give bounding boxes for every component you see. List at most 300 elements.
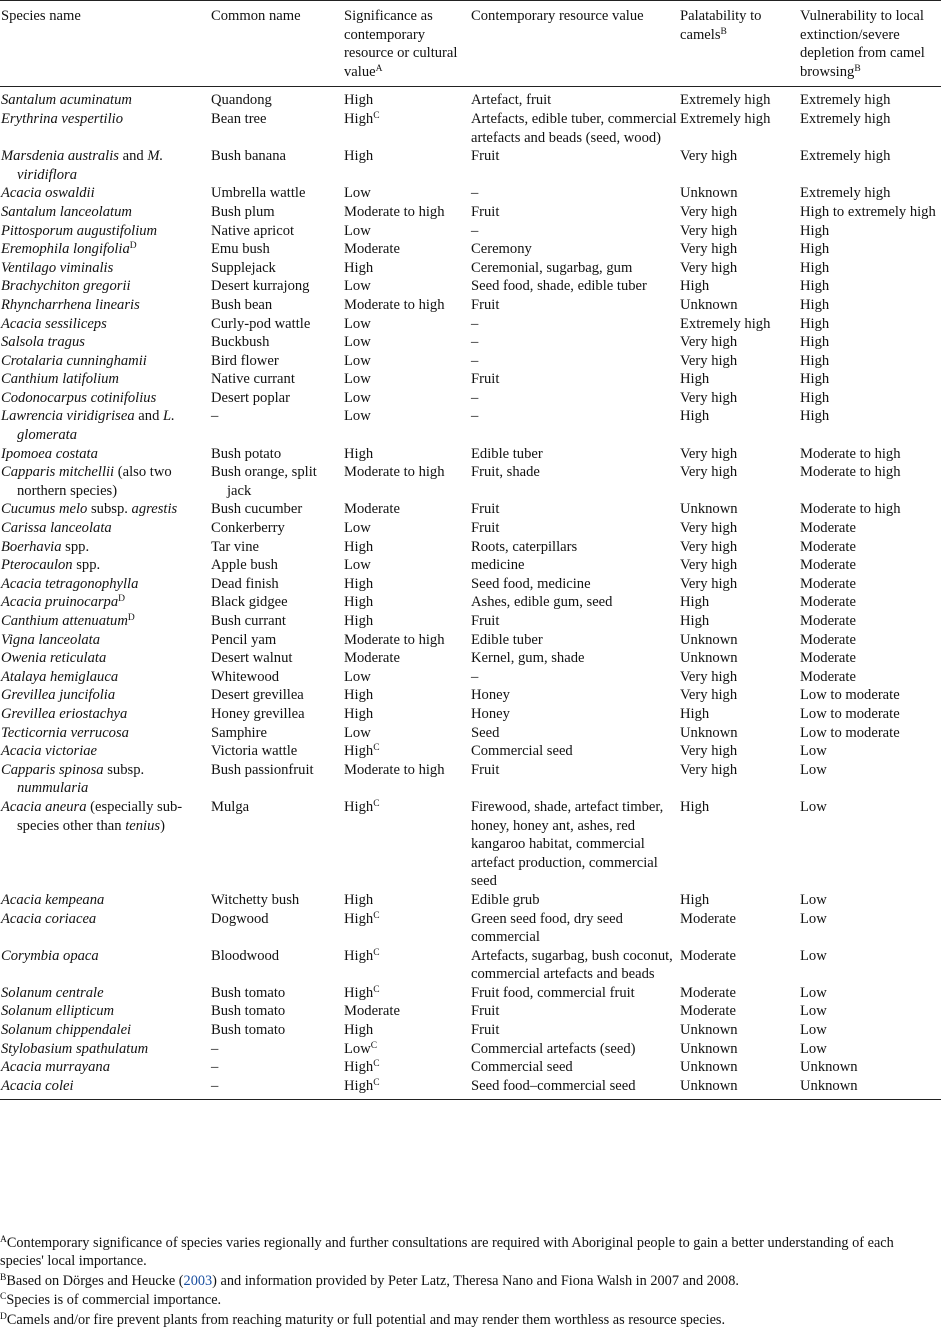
cell-vulnerability: Moderate xyxy=(800,575,856,592)
cell-significance: Low xyxy=(344,334,371,351)
cell-resource-value: Honey xyxy=(471,705,510,722)
cell-palatability: Moderate xyxy=(680,1003,736,1020)
cell-palatability: Unknown xyxy=(680,1059,738,1076)
cell-vulnerability: Low xyxy=(800,1040,827,1057)
cell-palatability: Very high xyxy=(680,687,738,704)
table-row xyxy=(0,240,941,259)
cell-resource-value: – xyxy=(471,315,479,332)
cell-common-name: Native currant xyxy=(211,371,295,388)
table-body xyxy=(0,86,941,1095)
cell-species: Acacia oswaldii xyxy=(1,185,95,202)
cell-vulnerability: Unknown xyxy=(800,1077,858,1094)
cell-palatability: Unknown xyxy=(680,631,738,648)
cell-palatability: Unknown xyxy=(680,185,738,202)
cell-palatability: Very high xyxy=(680,241,738,258)
table-row xyxy=(0,631,941,650)
cell-common-name: Bush tomato xyxy=(211,1022,286,1039)
cell-resource-value: Ceremonial, sugarbag, gum xyxy=(471,259,633,276)
cell-palatability: Unknown xyxy=(680,501,738,518)
cell-significance: High xyxy=(344,705,374,722)
table-row xyxy=(0,686,941,705)
cell-vulnerability: High xyxy=(800,408,830,425)
cell-resource-value: Commercial artefacts (seed) xyxy=(471,1040,636,1057)
cell-significance: Low xyxy=(344,278,371,295)
cell-palatability: High xyxy=(680,594,710,611)
cell-significance: High xyxy=(344,575,374,592)
table-row xyxy=(0,110,941,147)
cell-resource-value: Fruit xyxy=(471,501,500,518)
cell-common-name: Desert walnut xyxy=(211,650,293,667)
cell-species: Acacia tetragonophylla xyxy=(1,575,139,592)
table-row xyxy=(0,277,941,296)
table-row xyxy=(0,463,941,500)
cell-species: Canthium attenuatum$^D$ xyxy=(1,613,135,629)
cell-significance: High xyxy=(344,594,374,611)
cell-species: Owenia reticulata xyxy=(1,650,107,667)
cell-species: Marsdenia australis and M. viridiflora xyxy=(1,148,164,183)
cell-resource-value: Fruit xyxy=(471,203,500,220)
cell-species: Crotalaria cunninghamii xyxy=(1,352,147,369)
cell-resource-value: – xyxy=(471,222,479,239)
cell-common-name: Witchetty bush xyxy=(211,891,300,908)
cell-resource-value: Seed food, shade, edible tuber xyxy=(471,278,647,295)
cell-significance: Low xyxy=(344,389,371,406)
table-row xyxy=(0,296,941,315)
cell-vulnerability: Low to moderate xyxy=(800,687,900,704)
cell-species: Santalum lanceolatum xyxy=(1,203,132,220)
cell-significance: High xyxy=(344,538,374,555)
cell-common-name: Emu bush xyxy=(211,241,270,258)
cell-species: Boerhavia spp. xyxy=(1,538,90,555)
cell-resource-value: Edible tuber xyxy=(471,631,543,648)
cell-palatability: Unknown xyxy=(680,1022,738,1039)
cell-species: Solanum ellipticum xyxy=(1,1003,115,1020)
cell-resource-value: Commercial seed xyxy=(471,743,573,760)
cell-species: Vigna lanceolata xyxy=(1,631,101,648)
cell-vulnerability: Extremely high xyxy=(800,185,891,202)
cell-common-name: Desert grevillea xyxy=(211,687,304,704)
cell-palatability: Very high xyxy=(680,668,738,685)
cell-significance: Low xyxy=(344,724,371,741)
cell-species: Carissa lanceolata xyxy=(1,520,112,537)
cell-resource-value: Green seed food, dry seed commercial xyxy=(471,910,623,946)
cell-resource-value: Fruit xyxy=(471,761,500,778)
cell-palatability: Unknown xyxy=(680,1040,738,1057)
cell-significance: High xyxy=(344,687,374,704)
cell-resource-value: Artefacts, sugarbag, bush coconut, commercial artefacts and beads xyxy=(471,947,673,983)
cell-resource-value: Seed food, medicine xyxy=(471,575,591,592)
header-resource-value: Contemporary resource value xyxy=(471,8,644,24)
cell-vulnerability: High xyxy=(800,296,830,313)
cell-species: Tecticornia verrucosa xyxy=(1,724,129,741)
cell-palatability: High xyxy=(680,371,710,388)
cell-common-name: Umbrella wattle xyxy=(211,185,306,202)
cell-species: Atalaya hemiglauca xyxy=(1,668,119,685)
cell-common-name: Pencil yam xyxy=(211,631,277,648)
cell-palatability: Very high xyxy=(680,334,738,351)
cell-palatability: Extremely high xyxy=(680,315,771,332)
cell-vulnerability: High xyxy=(800,334,830,351)
cell-resource-value: Fruit xyxy=(471,1022,500,1039)
cell-resource-value: medicine xyxy=(471,557,525,574)
cell-resource-value: Fruit food, commercial fruit xyxy=(471,984,635,1001)
table-row xyxy=(0,315,941,334)
cell-common-name: Whitewood xyxy=(211,668,280,685)
table-row xyxy=(0,445,941,464)
cell-common-name: Bird flower xyxy=(211,352,279,369)
table-row xyxy=(0,1040,941,1059)
cell-species: Ventilago viminalis xyxy=(1,259,114,276)
table-row xyxy=(0,575,941,594)
cell-vulnerability: High xyxy=(800,352,830,369)
cell-species: Stylobasium spathulatum xyxy=(1,1040,149,1057)
cell-vulnerability: Extremely high xyxy=(800,110,891,127)
cell-common-name: Bush potato xyxy=(211,445,282,462)
cell-resource-value: Fruit xyxy=(471,148,500,165)
table-row xyxy=(0,556,941,575)
cell-vulnerability: Low to moderate xyxy=(800,705,900,722)
cell-common-name: Supplejack xyxy=(211,259,276,276)
table-row xyxy=(0,352,941,371)
footnote-d: $^D$Camels and/or fire prevent plants from reaching maturity or full potential and may render them worthless as resource species. xyxy=(0,1312,726,1329)
cell-vulnerability: Moderate xyxy=(800,520,856,537)
cell-vulnerability: Moderate xyxy=(800,538,856,555)
cell-vulnerability: Moderate xyxy=(800,594,856,611)
table-row xyxy=(0,724,941,743)
cell-common-name: Tar vine xyxy=(211,538,260,555)
cell-vulnerability: High to extremely high xyxy=(800,203,936,220)
table-row xyxy=(0,1077,941,1096)
cell-species: Acacia aneura (especially sub-species other than tenius) xyxy=(1,798,183,834)
cell-species: Rhyncharrhena linearis xyxy=(1,296,140,313)
cell-significance: High$^C$ xyxy=(344,910,380,927)
cell-species: Canthium latifolium xyxy=(1,371,119,388)
cell-significance: High$^C$ xyxy=(344,1059,380,1076)
cell-species: Erythrina vespertilio xyxy=(1,110,124,127)
cell-species: Solanum chippendalei xyxy=(1,1022,132,1039)
table-row xyxy=(0,222,941,241)
cell-significance: Moderate to high xyxy=(344,296,445,313)
table-row xyxy=(0,1002,941,1021)
header-palatability: Palatability to camels$^B$ xyxy=(680,8,762,43)
cell-common-name: Curly-pod wattle xyxy=(211,315,311,332)
cell-common-name: – xyxy=(211,408,219,425)
cell-significance: High xyxy=(344,92,374,109)
cell-species: Grevillea eriostachya xyxy=(1,705,128,722)
cell-vulnerability: Moderate xyxy=(800,650,856,667)
cell-resource-value: Ceremony xyxy=(471,241,532,258)
cell-resource-value: Roots, caterpillars xyxy=(471,538,578,555)
cell-resource-value: Ashes, edible gum, seed xyxy=(471,594,613,611)
cell-significance: Moderate to high xyxy=(344,761,445,778)
cell-species: Brachychiton gregorii xyxy=(1,278,131,295)
table-row xyxy=(0,389,941,408)
cell-resource-value: Seed xyxy=(471,724,500,741)
cell-common-name: – xyxy=(211,1077,219,1094)
cell-palatability: Moderate xyxy=(680,984,736,1001)
cell-palatability: Very high xyxy=(680,761,738,778)
cell-common-name: Samphire xyxy=(211,724,267,741)
table-row xyxy=(0,184,941,203)
cell-significance: Low xyxy=(344,315,371,332)
cell-vulnerability: Moderate to high xyxy=(800,501,901,518)
header-significance: Significance as contemporary resource or cultural value$^A$ xyxy=(344,8,458,80)
cell-resource-value: – xyxy=(471,408,479,425)
cell-vulnerability: Low xyxy=(800,761,827,778)
cell-common-name: Bush passionfruit xyxy=(211,761,314,778)
cell-species: Solanum centrale xyxy=(1,984,104,1001)
table-row xyxy=(0,947,941,984)
cell-species: Acacia sessiliceps xyxy=(1,315,107,332)
cell-palatability: Unknown xyxy=(680,724,738,741)
bottom-rule xyxy=(0,1099,941,1100)
cell-species: Lawrencia viridigrisea and L. glomerata xyxy=(1,408,175,444)
cell-common-name: Mulga xyxy=(211,798,250,815)
cell-vulnerability: Moderate xyxy=(800,557,856,574)
table-row xyxy=(0,910,941,947)
cell-species: Ipomoea costata xyxy=(1,445,98,462)
cell-common-name: Bush banana xyxy=(211,148,286,165)
cell-significance: High xyxy=(344,259,374,276)
cell-common-name: Bush bean xyxy=(211,296,273,313)
cell-species: Capparis spinosa subsp. nummularia xyxy=(1,761,145,797)
cell-vulnerability: Unknown xyxy=(800,1059,858,1076)
cell-resource-value: Fruit xyxy=(471,371,500,388)
table-row xyxy=(0,333,941,352)
table-row xyxy=(0,407,941,444)
cell-vulnerability: Low xyxy=(800,891,827,908)
cell-vulnerability: Low xyxy=(800,1003,827,1020)
cell-significance: Moderate to high xyxy=(344,464,445,481)
table-row xyxy=(0,593,941,612)
footnote-a: $^A$Contemporary significance of species varies regionally and further consultations are required with Aboriginal people to gain a better understanding of each species' local importance. xyxy=(0,1235,894,1269)
header-vulnerability: Vulnerability to local extinction/severe depletion from camel browsing$^B$ xyxy=(800,8,925,80)
cell-palatability: High xyxy=(680,278,710,295)
cell-significance: Low xyxy=(344,352,371,369)
cell-common-name: Bush tomato xyxy=(211,1003,286,1020)
cell-resource-value: Edible grub xyxy=(471,891,540,908)
cell-palatability: Moderate xyxy=(680,947,736,964)
cell-species: Acacia murrayana xyxy=(1,1059,111,1076)
cell-vulnerability: High xyxy=(800,371,830,388)
cell-vulnerability: Low xyxy=(800,798,827,815)
cell-common-name: – xyxy=(211,1040,219,1057)
cell-palatability: High xyxy=(680,891,710,908)
cell-resource-value: – xyxy=(471,668,479,685)
cell-resource-value: – xyxy=(471,334,479,351)
cell-palatability: Very high xyxy=(680,352,738,369)
cell-species: Eremophila longifolia$^D$ xyxy=(1,241,137,258)
cell-common-name: Bush cucumber xyxy=(211,501,303,518)
table-row xyxy=(0,203,941,222)
cell-significance: Low xyxy=(344,371,371,388)
cell-significance: High$^C$ xyxy=(344,743,380,760)
cell-palatability: Very high xyxy=(680,222,738,239)
footnote-b: $^B$Based on Dörges and Heucke (2003) and information provided by Peter Latz, Theresa Nano and Fiona Walsh in 2007 and 2008. xyxy=(0,1272,739,1289)
header-rule xyxy=(0,86,941,87)
cell-significance: High xyxy=(344,445,374,462)
cell-vulnerability: Moderate xyxy=(800,613,856,629)
cell-vulnerability: Moderate to high xyxy=(800,464,901,481)
cell-significance: Moderate to high xyxy=(344,631,445,648)
cell-vulnerability: Moderate xyxy=(800,631,856,648)
table-row xyxy=(0,984,941,1003)
cell-significance: High xyxy=(344,891,374,908)
cell-vulnerability: High xyxy=(800,222,830,239)
cell-species: Salsola tragus xyxy=(1,334,85,351)
table-row xyxy=(0,519,941,538)
cell-vulnerability: High xyxy=(800,241,830,258)
cell-resource-value: Fruit, shade xyxy=(471,464,540,481)
cell-palatability: High xyxy=(680,613,710,629)
cell-common-name: Conkerberry xyxy=(211,520,285,537)
cell-species: Capparis mitchellii (also two northern species) xyxy=(1,464,172,499)
cell-significance: Low xyxy=(344,222,371,239)
cell-palatability: High xyxy=(680,705,710,722)
cell-palatability: Very high xyxy=(680,389,738,406)
cell-palatability: Moderate xyxy=(680,910,736,927)
cell-significance: High xyxy=(344,148,374,165)
header-row xyxy=(0,0,941,86)
citation-link[interactable]: 2003 xyxy=(183,1272,213,1289)
cell-resource-value: – xyxy=(471,185,479,202)
cell-species: Acacia pruinocarpa$^D$ xyxy=(1,594,126,611)
cell-common-name: Bean tree xyxy=(211,110,267,127)
cell-species: Acacia colei xyxy=(1,1077,74,1094)
cell-palatability: Extremely high xyxy=(680,92,771,109)
cell-common-name: Desert kurrajong xyxy=(211,278,310,295)
cell-common-name: Bush currant xyxy=(211,613,286,629)
cell-species: Codonocarpus cotinifolius xyxy=(1,389,157,406)
cell-palatability: High xyxy=(680,798,710,815)
cell-common-name: Black gidgee xyxy=(211,594,288,611)
cell-vulnerability: Extremely high xyxy=(800,92,891,109)
table-row xyxy=(0,798,941,891)
cell-palatability: Very high xyxy=(680,575,738,592)
cell-significance: Moderate xyxy=(344,241,400,258)
cell-resource-value: Artefact, fruit xyxy=(471,92,552,109)
cell-common-name: Desert poplar xyxy=(211,389,291,406)
cell-common-name: Native apricot xyxy=(211,222,295,239)
cell-significance: Low xyxy=(344,520,371,537)
top-rule xyxy=(0,0,941,1)
table-row xyxy=(0,147,941,184)
cell-significance: Low$^C$ xyxy=(344,1040,378,1057)
cell-resource-value: Kernel, gum, shade xyxy=(471,650,585,667)
table-row xyxy=(0,649,941,668)
table-row xyxy=(0,538,941,557)
table-row xyxy=(0,705,941,724)
table-row xyxy=(0,761,941,798)
cell-vulnerability: High xyxy=(800,389,830,406)
cell-species: Acacia coriacea xyxy=(1,910,97,927)
cell-resource-value: Fruit xyxy=(471,1003,500,1020)
cell-palatability: Unknown xyxy=(680,650,738,667)
cell-vulnerability: Low xyxy=(800,984,827,1001)
cell-resource-value: Edible tuber xyxy=(471,445,543,462)
cell-species: Pterocaulon spp. xyxy=(1,557,101,574)
cell-common-name: Dogwood xyxy=(211,910,269,927)
cell-palatability: Unknown xyxy=(680,296,738,313)
cell-common-name: Bush plum xyxy=(211,203,275,220)
cell-resource-value: Honey xyxy=(471,687,510,704)
table-row xyxy=(0,500,941,519)
cell-significance: High xyxy=(344,613,374,629)
cell-common-name: Bloodwood xyxy=(211,947,280,964)
cell-palatability: Very high xyxy=(680,520,738,537)
table-row xyxy=(0,742,941,761)
cell-palatability: Very high xyxy=(680,259,738,276)
cell-significance: Moderate to high xyxy=(344,203,445,220)
cell-common-name: Dead finish xyxy=(211,575,279,592)
cell-significance: Moderate xyxy=(344,1003,400,1020)
cell-common-name: Honey grevillea xyxy=(211,705,305,722)
header-species: Species name xyxy=(1,8,81,24)
cell-vulnerability: Extremely high xyxy=(800,148,891,165)
cell-common-name: – xyxy=(211,1059,219,1076)
cell-species: Grevillea juncifolia xyxy=(1,687,116,704)
cell-palatability: Very high xyxy=(680,148,738,165)
cell-significance: High$^C$ xyxy=(344,110,380,127)
cell-resource-value: Seed food–commercial seed xyxy=(471,1077,636,1094)
cell-species: Acacia victoriae xyxy=(1,743,98,760)
cell-vulnerability: High xyxy=(800,278,830,295)
cell-significance: High$^C$ xyxy=(344,1077,380,1094)
cell-palatability: Very high xyxy=(680,464,738,481)
cell-species: Corymbia opaca xyxy=(1,947,99,964)
cell-significance: High$^C$ xyxy=(344,947,380,964)
table-row xyxy=(0,1021,941,1040)
cell-palatability: Very high xyxy=(680,445,738,462)
cell-significance: Low xyxy=(344,185,371,202)
table-row xyxy=(0,1058,941,1077)
cell-palatability: Very high xyxy=(680,743,738,760)
cell-vulnerability: Low xyxy=(800,1022,827,1039)
cell-palatability: Unknown xyxy=(680,1077,738,1094)
table-row xyxy=(0,370,941,389)
header-common-name: Common name xyxy=(211,8,301,24)
cell-resource-value: Fruit xyxy=(471,296,500,313)
cell-significance: Moderate xyxy=(344,650,400,667)
cell-significance: Moderate xyxy=(344,501,400,518)
cell-palatability: Very high xyxy=(680,203,738,220)
cell-resource-value: – xyxy=(471,352,479,369)
cell-vulnerability: Low to moderate xyxy=(800,724,900,741)
cell-resource-value: – xyxy=(471,389,479,406)
footnotes xyxy=(0,1235,941,1332)
cell-vulnerability: High xyxy=(800,315,830,332)
cell-vulnerability: High xyxy=(800,259,830,276)
table-row xyxy=(0,86,941,110)
table-row xyxy=(0,891,941,910)
cell-palatability: Very high xyxy=(680,538,738,555)
cell-vulnerability: Moderate xyxy=(800,668,856,685)
cell-species: Cucumus melo subsp. agrestis xyxy=(1,501,178,518)
footnote-c: $^C$Species is of commercial importance. xyxy=(0,1292,222,1309)
cell-vulnerability: Moderate to high xyxy=(800,445,901,462)
cell-resource-value: Fruit xyxy=(471,520,500,537)
cell-resource-value: Artefacts, edible tuber, commercial artefacts and beads (seed, wood) xyxy=(471,110,677,146)
cell-significance: Low xyxy=(344,557,371,574)
cell-common-name: Apple bush xyxy=(211,557,278,574)
cell-significance: High$^C$ xyxy=(344,984,380,1001)
cell-species: Santalum acuminatum xyxy=(1,92,132,109)
cell-common-name: Buckbush xyxy=(211,334,270,351)
table-row xyxy=(0,612,941,631)
cell-palatability: High xyxy=(680,408,710,425)
cell-species: Pittosporum augustifolium xyxy=(1,222,158,239)
cell-common-name: Bush tomato xyxy=(211,984,286,1001)
